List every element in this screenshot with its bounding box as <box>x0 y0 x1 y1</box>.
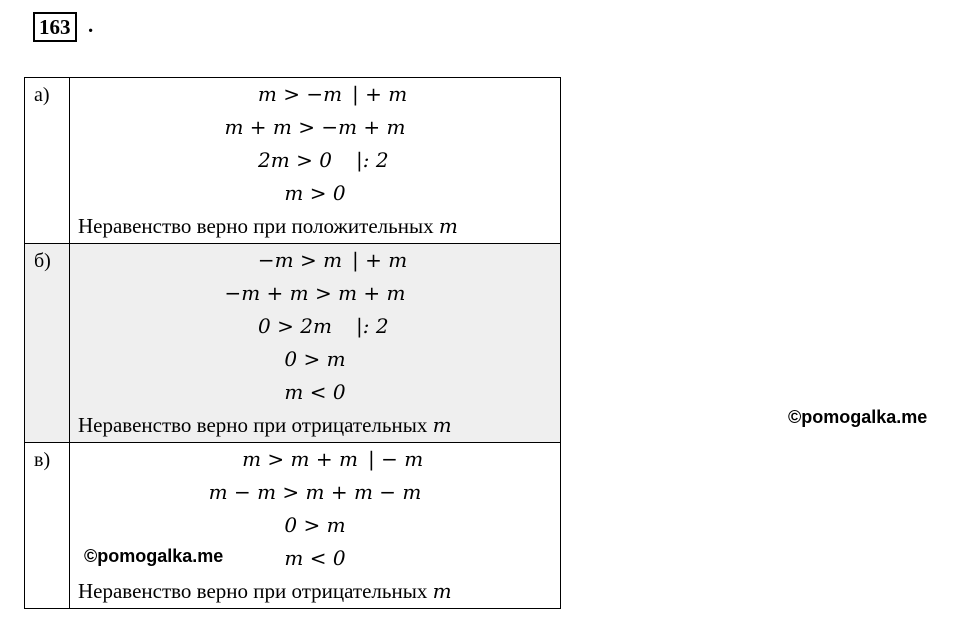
expression: m > m + m <box>242 447 358 471</box>
part-b-label: б) <box>25 244 70 443</box>
conclusion-variable: m <box>438 214 458 238</box>
expression: −m + m > m + m <box>224 281 406 305</box>
part-c-line-3 <box>70 509 560 542</box>
expression: m > −m <box>257 82 343 106</box>
expression: m < 0 <box>284 380 346 404</box>
part-a-row <box>25 78 561 244</box>
part-a-line-3 <box>70 144 560 177</box>
part-a-content <box>70 78 561 244</box>
part-a-line-2 <box>70 111 560 144</box>
part-b-content <box>70 244 561 443</box>
watermark-right: ©pomogalka.me <box>788 407 928 427</box>
part-c-row <box>25 443 561 609</box>
part-b-row <box>25 244 561 443</box>
problem-number-dot: . <box>88 13 94 37</box>
expression: m < 0 <box>284 546 346 570</box>
operation-note: |: 2 <box>356 314 389 338</box>
expression: m − m > m + m − m <box>208 480 422 504</box>
operation-note: |: 2 <box>356 148 389 172</box>
part-b-line-1 <box>70 244 560 277</box>
expression: 0 > m <box>284 513 346 537</box>
conclusion-variable: m <box>432 579 452 603</box>
problem-number: 163 <box>33 12 77 42</box>
solution-table <box>24 77 561 609</box>
conclusion-variable: m <box>432 413 452 437</box>
expression: m > 0 <box>284 181 346 205</box>
part-b-line-4 <box>70 343 560 376</box>
part-b-line-2 <box>70 277 560 310</box>
part-c-line-2 <box>70 476 560 509</box>
part-a-line-1 <box>70 78 560 111</box>
expression: 0 > m <box>284 347 346 371</box>
operation-note: | − m <box>368 447 424 471</box>
operation-note: | + m <box>352 248 408 272</box>
operation-note: | + m <box>352 82 408 106</box>
conclusion-text: Неравенство верно при отрицательных <box>78 579 433 603</box>
expression: m + m > −m + m <box>224 115 406 139</box>
expression: 2m > 0 <box>258 148 332 172</box>
part-a-conclusion <box>70 210 560 243</box>
expression: −m > m <box>257 248 343 272</box>
part-c-content <box>70 443 561 609</box>
expression: 0 > 2m <box>258 314 332 338</box>
part-c-conclusion <box>70 575 560 608</box>
part-c-label: в) <box>25 443 70 609</box>
part-b-conclusion <box>70 409 560 442</box>
conclusion-text: Неравенство верно при положительных <box>78 214 439 238</box>
part-c-line-1 <box>70 443 560 476</box>
part-a-line-4 <box>70 177 560 210</box>
part-a-label: а) <box>25 78 70 244</box>
part-b-line-3 <box>70 310 560 343</box>
conclusion-text: Неравенство верно при отрицательных <box>78 413 433 437</box>
watermark-inner: ©pomogalka.me <box>84 546 224 566</box>
part-b-line-5 <box>70 376 560 409</box>
